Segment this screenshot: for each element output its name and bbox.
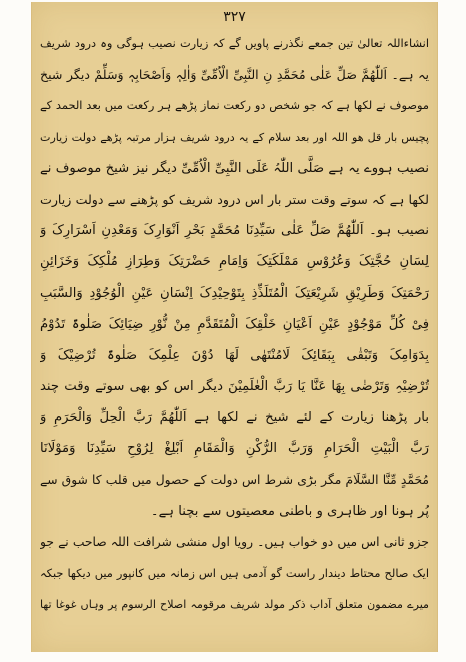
text-line: میرے مضمون متعلق آداب ذکر مولد شریف مرقومہ اصلاح الرسوم پر وہاں غوغا تھا bbox=[40, 598, 429, 612]
text-line: تُرْضِیْہِ وَتَرْضٰی بِھَا عَنَّا یَا رَبَّ الْعٰلَمِیْنَ دیگر اس کو بھی سوتے وقت چند bbox=[40, 379, 429, 395]
text-line: لکھا ہے کہ سوتے وقت ستر بار اس درود شریف کو پڑھنے سے دولت زیارت bbox=[40, 191, 429, 207]
text-line: نصیب ہووے یہ ہے صَلَّی اللّٰہُ عَلَی النَّبِیِّ الْاُمِّیِّ دیگر نیز شیخ موصوف نے bbox=[40, 160, 429, 176]
text-line: بار پڑھنا زیارت کے لئے شیخ نے لکھا ہے اَللّٰھُمَّ رَبَّ الْحِلِّ وَالْحَرَمِ وَ bbox=[40, 410, 429, 426]
text-line: موصوف نے لکھا ہے کہ جو شخص دو رکعت نماز پڑھے ہر رکعت میں بعد الحمد کے bbox=[40, 98, 429, 113]
book-page bbox=[31, 2, 438, 652]
text-line: انشاءاللہ تعالیٰ تین جمعے نگذرنے پاویں گے کہ زیارت نصیب ہوگی وہ درود شریف bbox=[40, 36, 429, 50]
text-line: بِدَوَامِکَ وَتَبْقٰی بِبَقَائِکَ لَامُنْتَھٰی لَھَا دُوْنَ عِلْمِکَ صَلٰوۃً تُرْضِیْکَ وَ bbox=[40, 347, 429, 363]
text-line: مُحَمَّدٍ مِّنَّا السَّلَامَ مگر بڑی شرط اس دولت کے حصول میں قلب کا شوق سے bbox=[40, 472, 429, 487]
text-line: فِیْ کُلِّ مَوْجُوْدٍ عَیْنِ اَعْیَانِ خَلْقِکَ الْمُتَقَدَّمِ مِنْ نُّوْرِ ضِیَائِکَ صَلٰوۃً تَدُوْمُ bbox=[40, 316, 429, 332]
text-line: پچیس بار قل ھو اللہ اور بعد سلام کے یہ درود شریف ہزار مرتبہ پڑھے دولت زیارت bbox=[40, 130, 429, 144]
text-line: جزو ثانی اس میں دو خواب ہیں۔ رویا اول منشی شرافت اللہ صاحب نے جو bbox=[40, 535, 429, 549]
text-line: ایک صالح محتاط دیندار راست گو آدمی ہیں اس زمانہ میں کانپور میں دیکھا جبکہ bbox=[40, 566, 429, 581]
text-line: لِسَانِ حُجَّتِکَ وَعُرُوْسِ مَمْلَکَتِکَ وَاِمَامِ حَضْرَتِکَ وَطِرَازِ مُلْکِکَ وَخَزَائِنِ bbox=[40, 254, 429, 270]
page-body-text bbox=[40, 28, 429, 621]
text-line: یہ ہے۔ اَللّٰھُمَّ صَلِّ عَلٰی مُحَمَّدِ نِ النَّبِیِّ الْاُمِّیِّ وَاٰلِہٖ وَاَصْحَابِہٖ وَسَلِّمْ دیگر شیخ bbox=[40, 67, 429, 83]
text-line: رَبَّ الْبَیْتِ الْحَرَامِ وَرَبَّ الرُّکْنِ وَالْمَقَامِ اَبْلِغْ لِرُوْحِ سَیِّدِنَا وَمَوْلَانَا bbox=[40, 441, 429, 457]
page-number: ۳۲۷ bbox=[223, 9, 246, 25]
text-line: رَحْمَتِکَ وَطَرِیْقِ شَرِیْعَتِکَ الْمُتَلَذِّذِ بِتَوْحِیْدِکَ اِنْسَانِ عَیْنِ الْوُجُوْدِ وَالسَّبَبِ bbox=[40, 285, 429, 301]
text-line: نصیب ہو۔ اَللّٰھُمَّ صَلِّ عَلٰی سَیِّدِنَا مُحَمَّدٍ بَحْرِ اَنْوَارِکَ وَمَعْدِنِ اَسْرَارِکَ وَ bbox=[40, 223, 429, 239]
text-line: پُر ہونا اور ظاہری و باطنی معصیتوں سے بچنا ہے۔ bbox=[150, 503, 429, 519]
